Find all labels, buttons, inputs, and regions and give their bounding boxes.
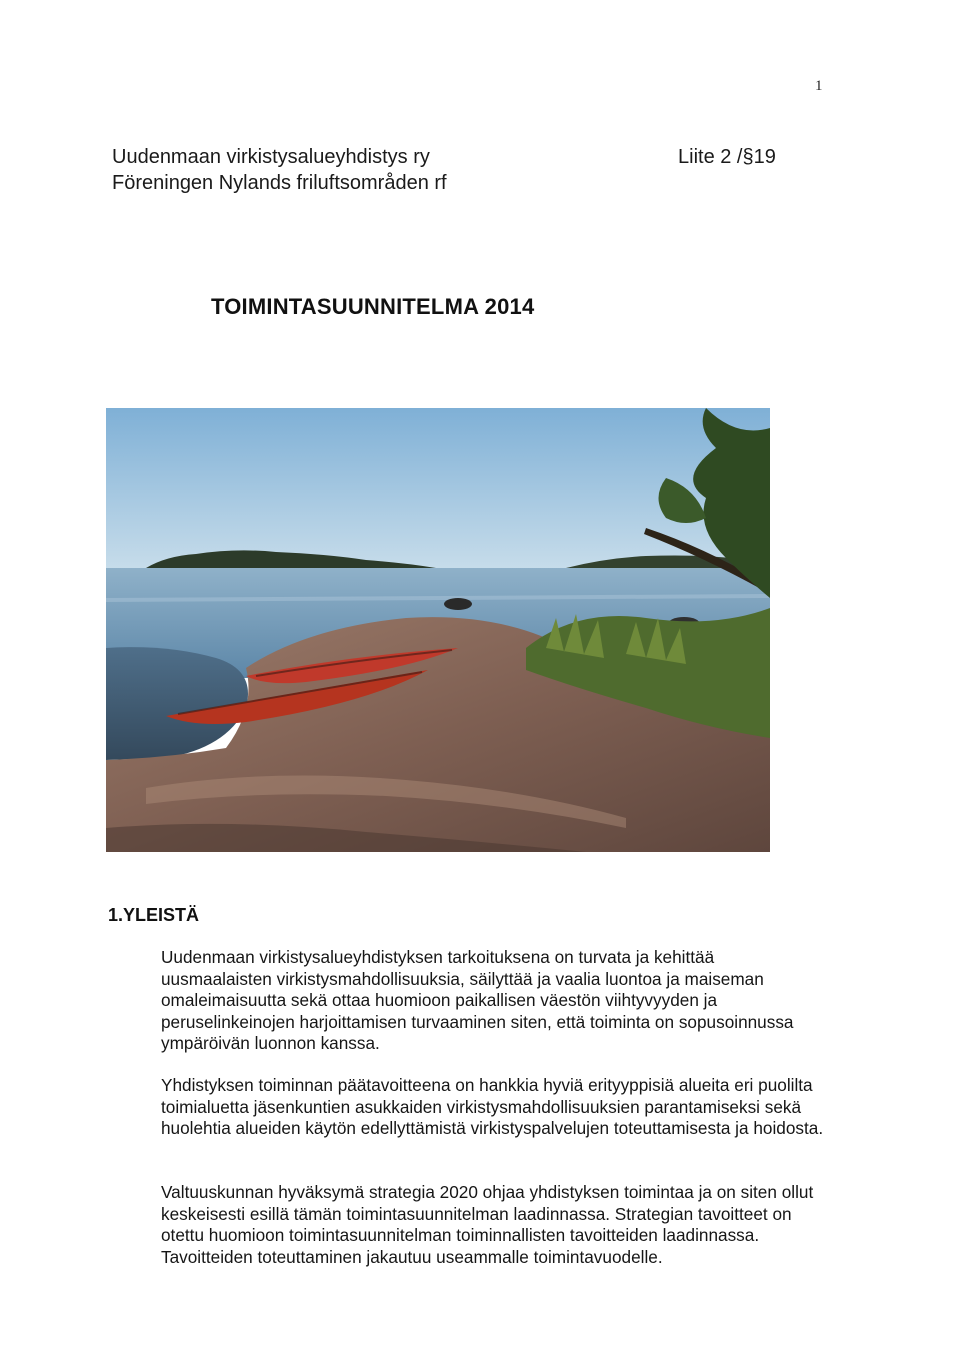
paragraph-main-goal: Yhdistyksen toiminnan päätavoitteena on hankkia hyviä erityyppisiä alueita eri puolilta toimialuetta jäsenkuntien asukkaiden virkistysmahdollisuuksien parantamiseksi sekä huolehtia alueiden käytön edellyttämistä virkistyspalvelujen toteuttamisesta ja hoidosta.: [161, 1075, 824, 1138]
organization-name-swedish: Föreningen Nylands friluftsområden rf: [112, 172, 447, 194]
section-heading: 1.YLEISTÄ: [108, 905, 200, 925]
organization-name: [112, 144, 447, 196]
attachment-reference: Liite 2 /§19: [678, 146, 776, 168]
paragraph-purpose: Uudenmaan virkistysalueyhdistyksen tarkoituksena on turvata ja kehittää uusmaalaisten virkistysmahdollisuuksia, säilyttää ja vaalia luontoa ja maiseman omaleimaisuutta sekä ottaa huomioon paikallisen väestön viihtyvyyden ja peruselinkeinojen harjoittamisen turvaaminen siten, että toiminta on sopusoinnussa ympäröivän luonnon kanssa.: [161, 947, 794, 1053]
document-title: TOIMINTASUUNNITELMA 2014: [211, 294, 535, 319]
organization-name-finnish: Uudenmaan virkistysalueyhdistys ry: [112, 146, 430, 168]
archipelago-kayak-photo: [106, 408, 770, 852]
tide-pool: [106, 647, 248, 760]
boulder: [444, 598, 472, 610]
paragraph-strategy: Valtuuskunnan hyväksymä strategia 2020 ohjaa yhdistyksen toimintaa ja on siten ollut keskeisesti esillä tämän toimintasuunnitelman laadinnassa. Strategian tavoitteet on otettu huomioon toimintasuunnitelman toiminnallisten tavoitteiden laadinnassa. Tavoitteiden toteuttaminen jakautuu useammalle toimintavuodelle.: [161, 1182, 814, 1267]
page-number: 1: [815, 78, 823, 94]
